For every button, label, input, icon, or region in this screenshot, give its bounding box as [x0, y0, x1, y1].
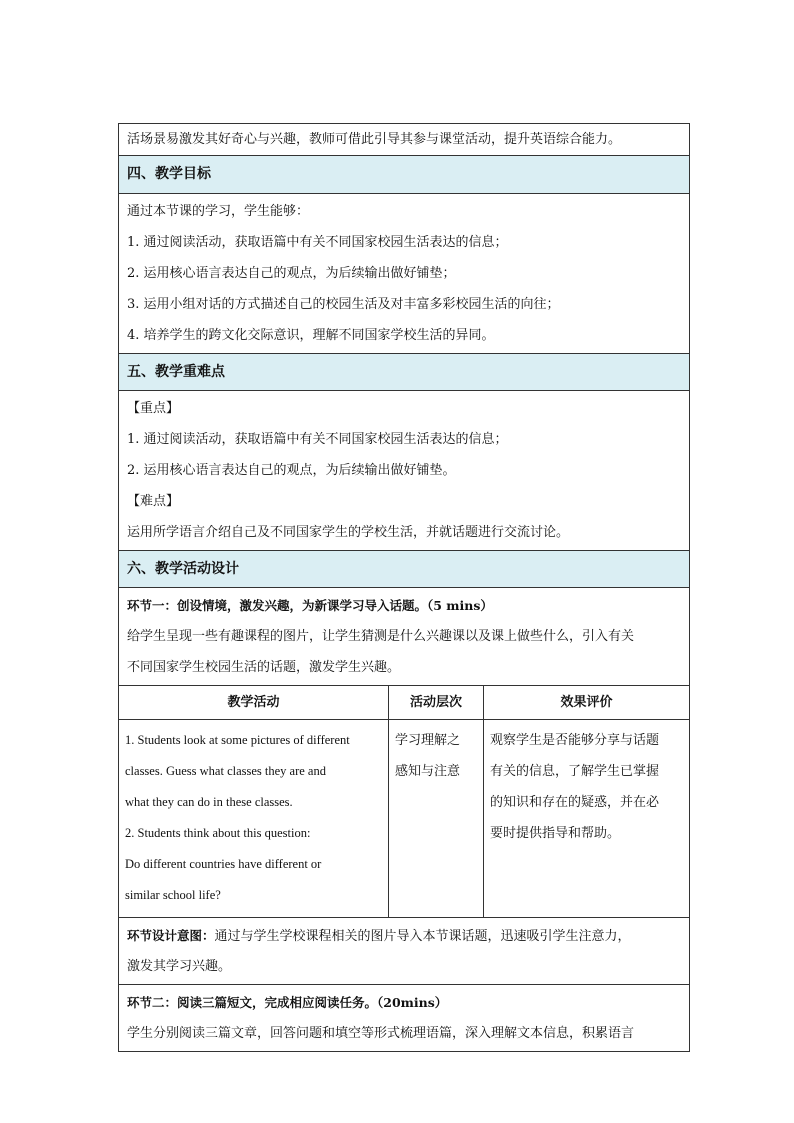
- key-item: 1. 通过阅读活动，获取语篇中有关不同国家校园生活表达的信息；: [127, 432, 508, 447]
- step1-intent-line: [127, 920, 681, 951]
- evaluation-cell: [484, 720, 689, 917]
- activity-line: similar school life?: [125, 888, 221, 902]
- objective-item: 2. 运用核心语言表达自己的观点，为后续输出做好铺垫；: [127, 266, 456, 281]
- level-line: 学习理解之: [395, 733, 461, 748]
- key-points-heading: 五、教学重难点: [127, 364, 225, 380]
- step1-desc: 不同国家学生校园生活的话题，激发学生兴趣。: [127, 660, 401, 675]
- key-item: 2. 运用核心语言表达自己的观点，为后续输出做好铺垫。: [127, 463, 456, 478]
- difficulty-text: 运用所学语言介绍自己及不同国家学生的学校生活，并就话题进行交流讨论。: [127, 525, 570, 540]
- step1-intro: [118, 588, 690, 686]
- objective-item: 4. 培养学生的跨文化交际意识，理解不同国家学校生活的异同。: [127, 328, 495, 343]
- activity-table-header: [118, 686, 690, 720]
- step2-title: 环节二：阅读三篇短文，完成相应阅读任务。（20mins）: [127, 995, 448, 1010]
- key-points-body: [118, 391, 690, 551]
- section-heading-key-points: [118, 354, 690, 391]
- activity-line: Do different countries have different or: [125, 857, 322, 871]
- evaluation-line: 的知识和存在的疑惑，并在必: [490, 795, 660, 810]
- evaluation-line: 有关的信息，了解学生已掌握: [490, 764, 660, 779]
- objectives-body: [118, 194, 690, 354]
- difficulty-label: 【难点】: [127, 494, 180, 509]
- column-header-level: 活动层次: [389, 686, 484, 719]
- intro-text: 活场景易激发其好奇心与兴趣，教师可借此引导其参与课堂活动，提升英语综合能力。: [127, 132, 622, 147]
- step1-desc: 给学生呈现一些有趣课程的图片，让学生猜测是什么兴趣课以及课上做些什么，引入有关: [127, 629, 635, 644]
- activity-table-row: [118, 720, 690, 918]
- objectives-lead: 通过本节课的学习，学生能够：: [127, 204, 310, 219]
- intro-row: [118, 123, 690, 156]
- step2-desc: 学生分别阅读三篇文章，回答问题和填空等形式梳理语篇，深入理解文本信息，积累语言: [127, 1026, 635, 1041]
- step1-title: 环节一：创设情境，激发兴趣，为新课学习导入话题。（5 mins）: [127, 598, 493, 613]
- intent-text-continued: 激发其学习兴趣。: [127, 959, 232, 974]
- activity-line: 2. Students think about this question:: [125, 826, 311, 840]
- column-header-evaluation: 效果评价: [560, 695, 613, 710]
- evaluation-line: 要时提供指导和帮助。: [490, 826, 621, 841]
- objective-item: 3. 运用小组对话的方式描述自己的校园生活及对丰富多彩校园生活的向往；: [127, 297, 560, 312]
- activity-cell: [119, 720, 389, 917]
- evaluation-line: 观察学生是否能够分享与话题: [490, 733, 660, 748]
- intent-text: 通过与学生学校课程相关的图片导入本节课话题，迅速吸引学生注意力，: [214, 929, 631, 944]
- step2-intro: [118, 985, 690, 1052]
- level-line: 感知与注意: [395, 764, 461, 779]
- step1-intent: [118, 918, 690, 985]
- section-heading-objectives: [118, 156, 690, 194]
- key-label: 【重点】: [127, 401, 180, 416]
- section-heading-activities: [118, 551, 690, 588]
- objective-item: 1. 通过阅读活动，获取语篇中有关不同国家校园生活表达的信息；: [127, 235, 508, 250]
- activity-line: 1. Students look at some pictures of different: [125, 733, 350, 747]
- activities-heading: 六、教学活动设计: [127, 561, 239, 577]
- intent-label: 环节设计意图：: [127, 928, 215, 943]
- objectives-heading: 四、教学目标: [127, 166, 211, 182]
- level-cell: [389, 720, 484, 917]
- column-header-activity: 教学活动: [119, 686, 389, 719]
- activity-line: classes. Guess what classes they are and: [125, 764, 326, 778]
- lesson-plan-table: [118, 123, 690, 1052]
- activity-line: what they can do in these classes.: [125, 795, 293, 809]
